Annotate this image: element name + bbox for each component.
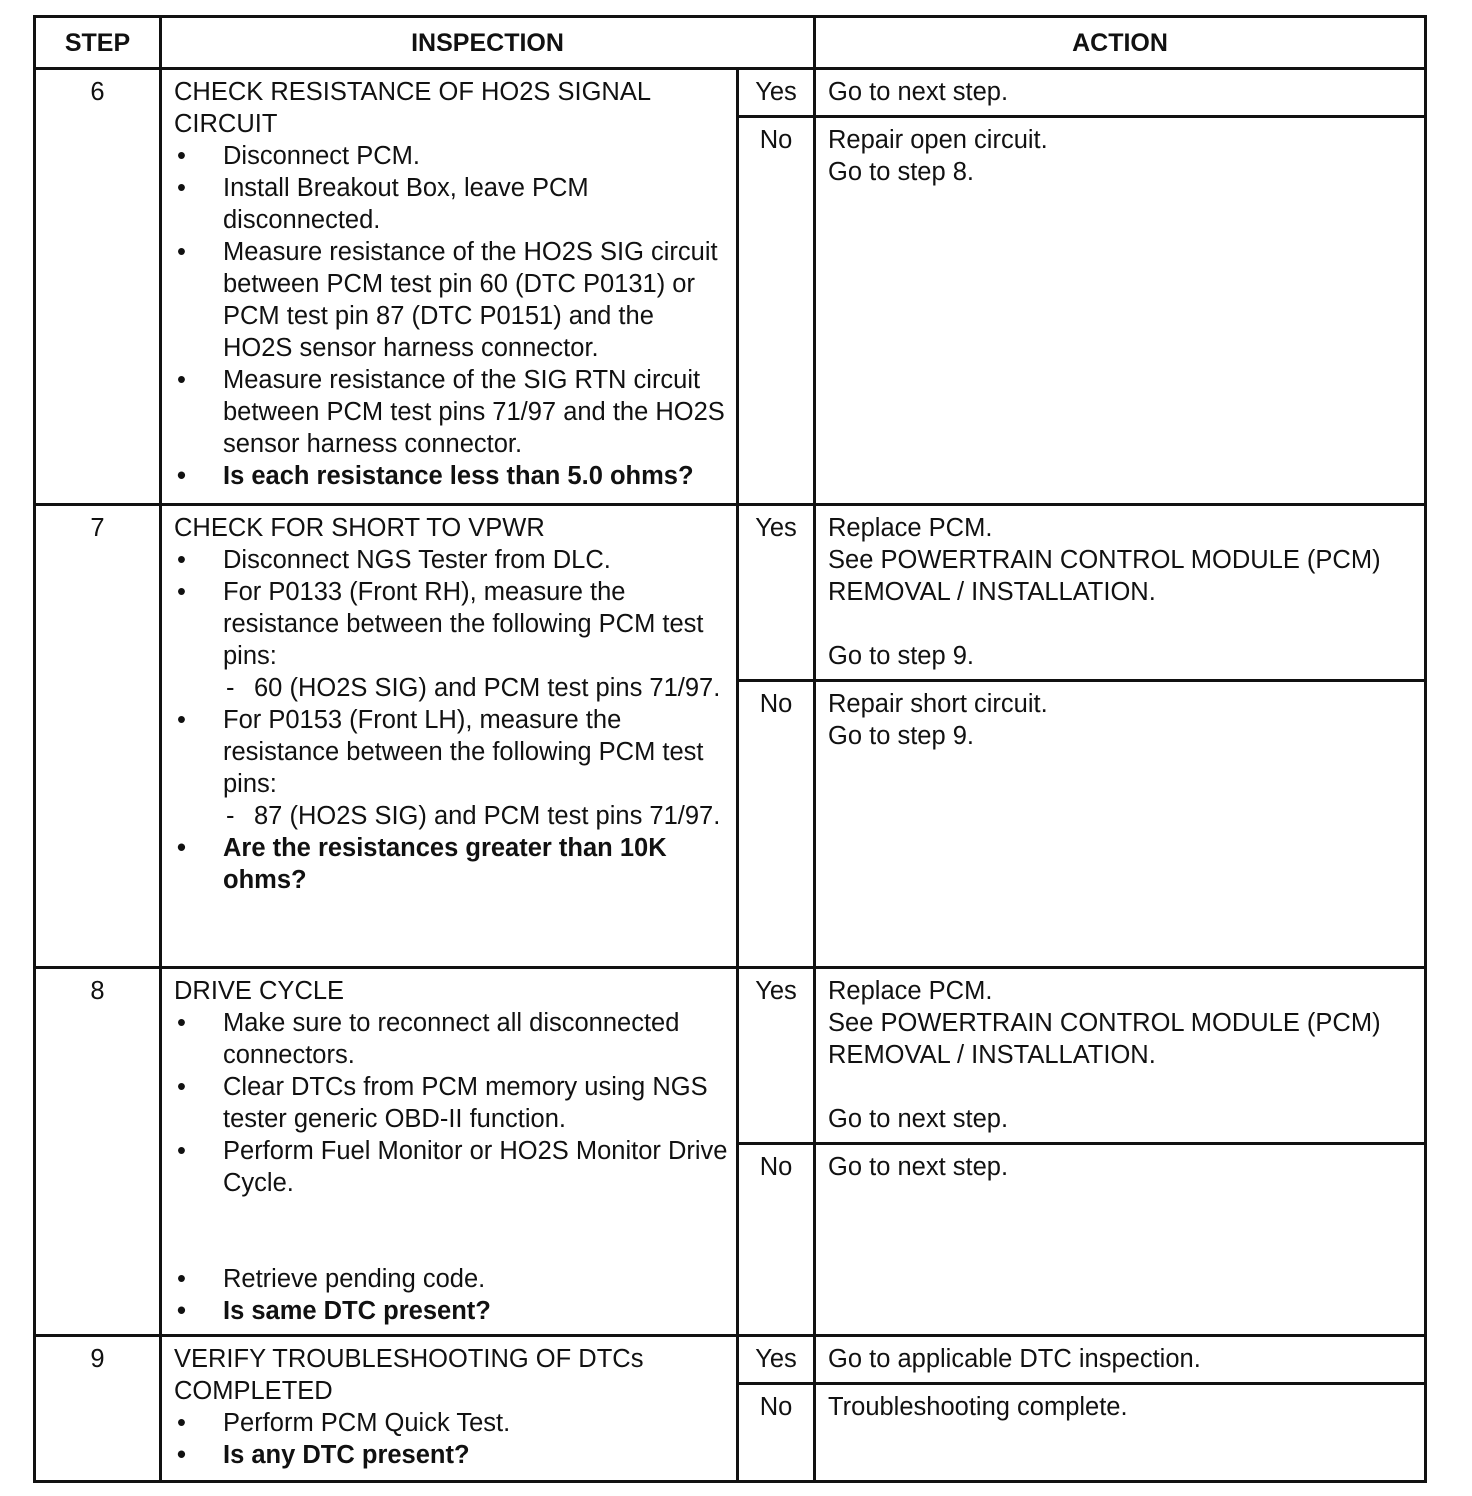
list-item: • Clear DTCs from PCM memory using NGS tester generic OBD-II function. — [174, 1071, 728, 1135]
header-row — [35, 17, 1426, 69]
no-label: No — [738, 1144, 815, 1336]
sub-list-item: - 60 (HO2S SIG) and PCM test pins 71/97. — [222, 672, 728, 704]
yes-label: Yes — [738, 69, 815, 117]
action-line: See POWERTRAIN CONTROL MODULE (PCM) — [828, 1009, 1381, 1037]
inspection-title: CHECK FOR SHORT TO VPWR — [174, 514, 545, 542]
list-item — [174, 576, 728, 672]
list-item: • Measure resistance of the SIG RTN circuit between PCM test pins 71/97 and the HO2S sensor harness connector. — [174, 364, 728, 460]
yes-label: Yes — [738, 968, 815, 1144]
no-label: No — [738, 117, 815, 505]
action-line: Go to next step. — [828, 1153, 1009, 1181]
header-inspection: INSPECTION — [161, 17, 815, 69]
yes-label: Yes — [738, 505, 815, 681]
list-item: • Make sure to reconnect all disconnected connectors. — [174, 1007, 728, 1071]
inspection-list — [174, 1263, 728, 1327]
list-item: • Perform PCM Quick Test. — [174, 1407, 728, 1439]
list-item: • Install Breakout Box, leave PCM disconnected. — [174, 172, 728, 236]
diagnostic-table — [33, 15, 1427, 1483]
inspection-title: CHECK RESISTANCE OF HO2S SIGNAL CIRCUIT — [174, 78, 651, 138]
no-label: No — [738, 1384, 815, 1482]
action-line: REMOVAL / INSTALLATION. — [828, 578, 1156, 606]
yes-action — [815, 69, 1426, 117]
table-row — [35, 1336, 1426, 1384]
table-row — [35, 505, 1426, 681]
no-label: No — [738, 681, 815, 968]
inspection-cell — [161, 968, 738, 1336]
action-line: See POWERTRAIN CONTROL MODULE (PCM) — [828, 546, 1381, 574]
inspection-question: • Is each resistance less than 5.0 ohms? — [174, 460, 728, 492]
inspection-list — [174, 1407, 728, 1471]
list-item: • Measure resistance of the HO2S SIG circuit between PCM test pin 60 (DTC P0131) or PCM test pin 87 (DTC P0151) and the HO2S sensor harness connector. — [174, 236, 728, 364]
inspection-question: • Is any DTC present? — [174, 1439, 728, 1471]
list-item: • For P0153 (Front LH), measure the resistance between the following PCM test pins: — [174, 704, 728, 800]
step-number: 6 — [35, 69, 161, 505]
table-row — [35, 69, 1426, 117]
action-line: Go to step 9. — [828, 642, 975, 670]
inspection-cell — [161, 505, 738, 968]
action-line: Replace PCM. — [828, 514, 993, 542]
list-item-text: For P0133 (Front RH), measure the resistance between the following PCM test pins: — [223, 578, 704, 670]
list-item: • Perform Fuel Monitor or HO2S Monitor Drive Cycle. — [174, 1135, 728, 1199]
action-line: Repair open circuit. — [828, 126, 1048, 154]
action-line: REMOVAL / INSTALLATION. — [828, 1041, 1156, 1069]
action-line: Go to next step. — [828, 78, 1009, 106]
action-line: Troubleshooting complete. — [828, 1393, 1128, 1421]
list-item: • Disconnect PCM. — [174, 140, 728, 172]
inspection-title: DRIVE CYCLE — [174, 977, 345, 1005]
no-action — [815, 681, 1426, 968]
yes-action — [815, 505, 1426, 681]
header-action: ACTION — [815, 17, 1426, 69]
sub-list — [174, 672, 728, 704]
inspection-list — [174, 832, 728, 896]
sub-list — [174, 800, 728, 832]
header-step: STEP — [35, 17, 161, 69]
action-line: Go to step 9. — [828, 722, 975, 750]
yes-label: Yes — [738, 1336, 815, 1384]
table-row — [35, 968, 1426, 1144]
inspection-question: • Are the resistances greater than 10K ohms? — [174, 832, 728, 896]
list-item: • Retrieve pending code. — [174, 1263, 728, 1295]
inspection-cell — [161, 1336, 738, 1482]
action-line: Go to step 8. — [828, 158, 975, 186]
action-line: Replace PCM. — [828, 977, 993, 1005]
action-line: Repair short circuit. — [828, 690, 1048, 718]
no-action — [815, 1384, 1426, 1482]
list-item: • Disconnect NGS Tester from DLC. — [174, 544, 728, 576]
action-line: Go to applicable DTC inspection. — [828, 1345, 1201, 1373]
step-number: 9 — [35, 1336, 161, 1482]
inspection-list — [174, 1007, 728, 1199]
yes-action — [815, 1336, 1426, 1384]
yes-action — [815, 968, 1426, 1144]
sub-list-item: - 87 (HO2S SIG) and PCM test pins 71/97. — [222, 800, 728, 832]
no-action — [815, 117, 1426, 505]
inspection-title: VERIFY TROUBLESHOOTING OF DTCs COMPLETED — [174, 1345, 644, 1405]
step-number: 7 — [35, 505, 161, 968]
step-number: 8 — [35, 968, 161, 1336]
inspection-cell — [161, 69, 738, 505]
no-action — [815, 1144, 1426, 1336]
action-line: Go to next step. — [828, 1105, 1009, 1133]
inspection-question: • Is same DTC present? — [174, 1295, 728, 1327]
inspection-list — [174, 140, 728, 492]
inspection-list — [174, 704, 728, 800]
inspection-list — [174, 544, 728, 672]
